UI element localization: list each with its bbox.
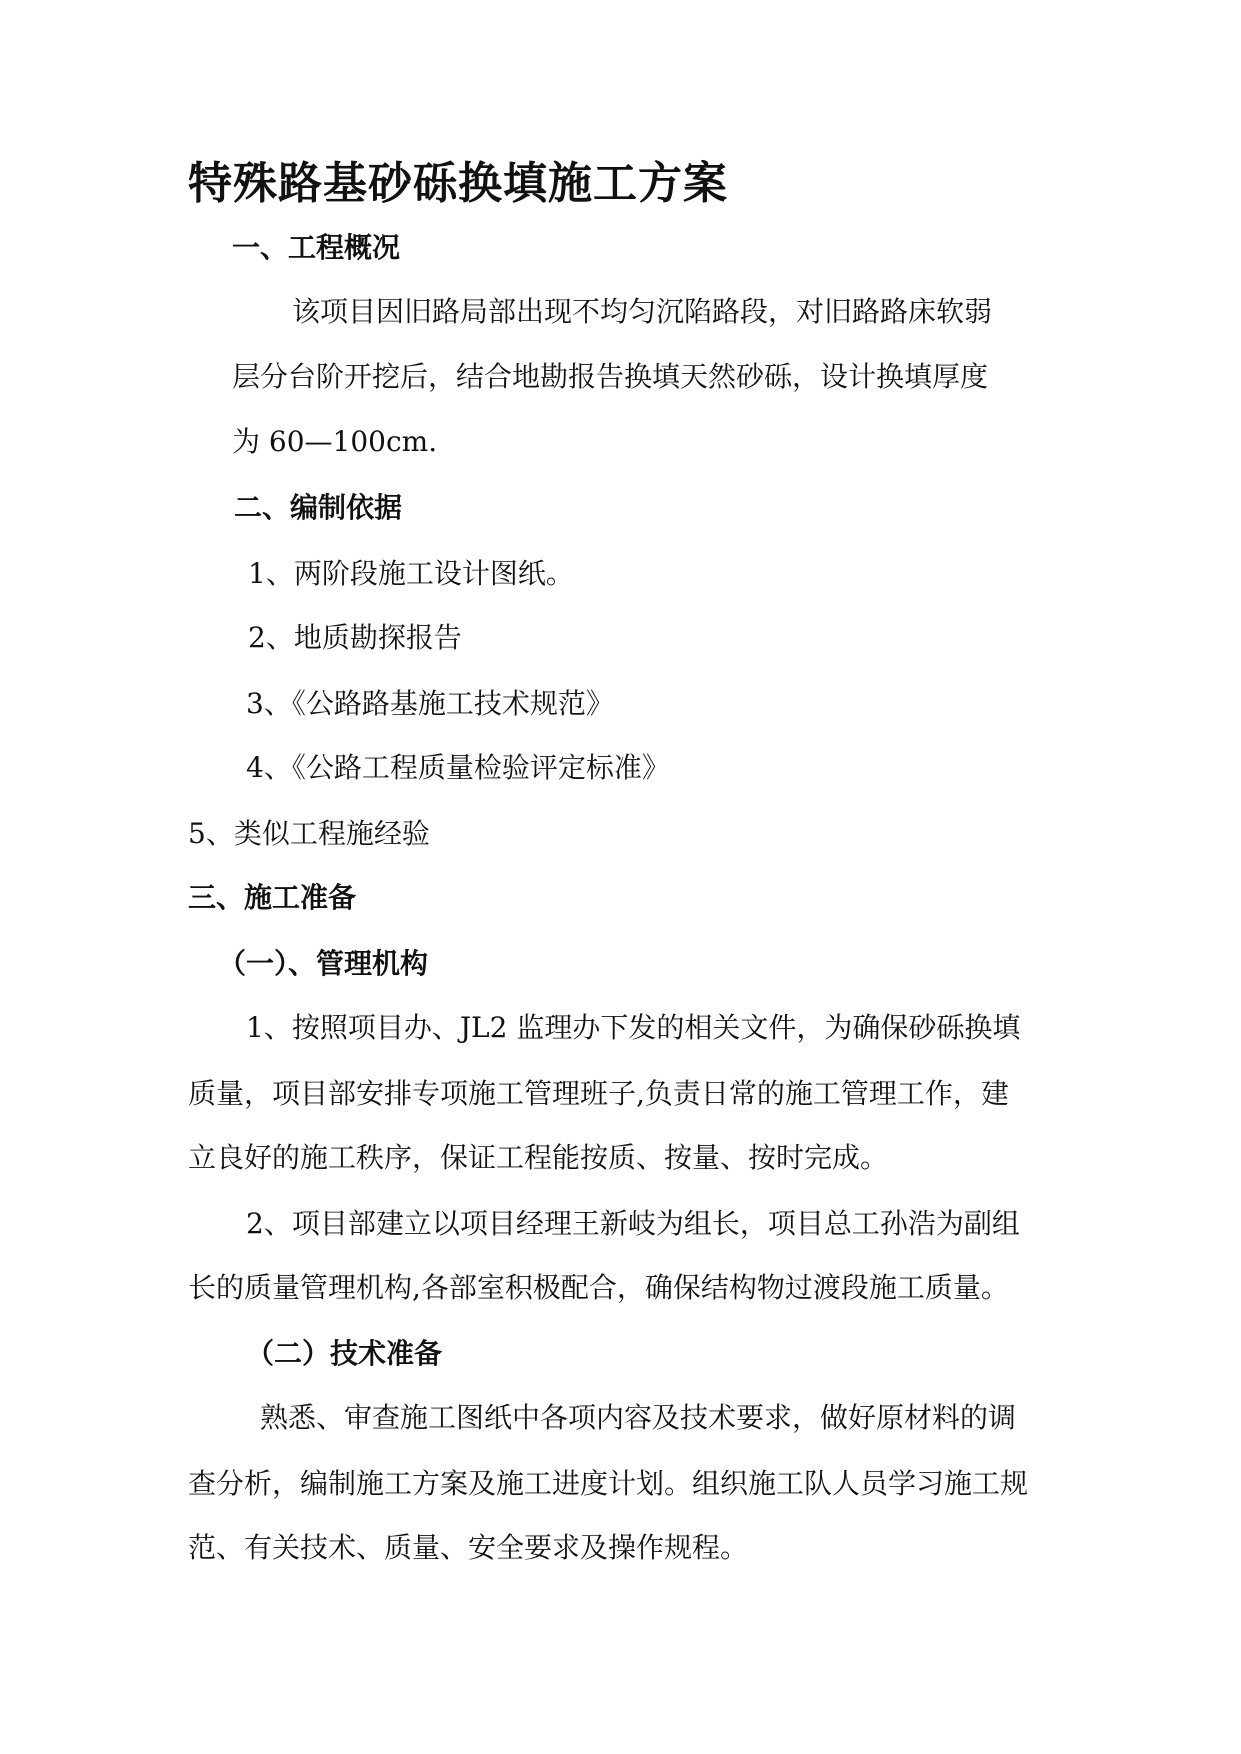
sub1-line: 质量，项目部安排专项施工管理班子,负责日常的施工管理工作，建 [188, 1077, 1009, 1110]
document-title: 特殊路基砂砾换填施工方案 [188, 158, 728, 209]
sub1-line: 2、项目部建立以项目经理王新岐为组长，项目总工孙浩为副组 [246, 1207, 1020, 1240]
section3-heading: 三、施工准备 [188, 881, 357, 914]
sub2-heading: （二）技术准备 [246, 1337, 443, 1370]
basis-item: 5、类似工程施经验 [188, 817, 430, 850]
basis-item: 3、《公路路基施工技术规范》 [246, 687, 614, 720]
sub1-line: 立良好的施工秩序，保证工程能按质、按量、按时完成。 [188, 1141, 889, 1174]
section1-line: 层分台阶开挖后，结合地勘报告换填天然砂砾，设计换填厚度 [232, 360, 989, 393]
section1-line: 为 60—100cm. [232, 425, 438, 458]
sub2-line: 熟悉、审查施工图纸中各项内容及技术要求，做好原材料的调 [260, 1401, 1017, 1434]
sub1-line: 1、按照项目办、JL2 监理办下发的相关文件，为确保砂砾换填 [246, 1011, 1021, 1044]
basis-item: 1、两阶段施工设计图纸。 [248, 557, 574, 590]
sub1-heading: （一）、管理机构 [218, 947, 429, 980]
sub2-line: 范、有关技术、质量、安全要求及操作规程。 [188, 1531, 749, 1564]
basis-item: 2、地质勘探报告 [248, 621, 462, 654]
sub2-line: 查分析，编制施工方案及施工进度计划。组织施工队人员学习施工规 [188, 1467, 1029, 1500]
sub1-line: 长的质量管理机构,各部室积极配合，确保结构物过渡段施工质量。 [188, 1271, 1009, 1304]
section1-heading: 一、工程概况 [232, 231, 401, 264]
section2-heading: 二、编制依据 [234, 491, 403, 524]
basis-item: 4、《公路工程质量检验评定标准》 [246, 751, 670, 784]
section1-line: 该项目因旧路局部出现不均匀沉陷路段，对旧路路床软弱 [292, 295, 993, 328]
